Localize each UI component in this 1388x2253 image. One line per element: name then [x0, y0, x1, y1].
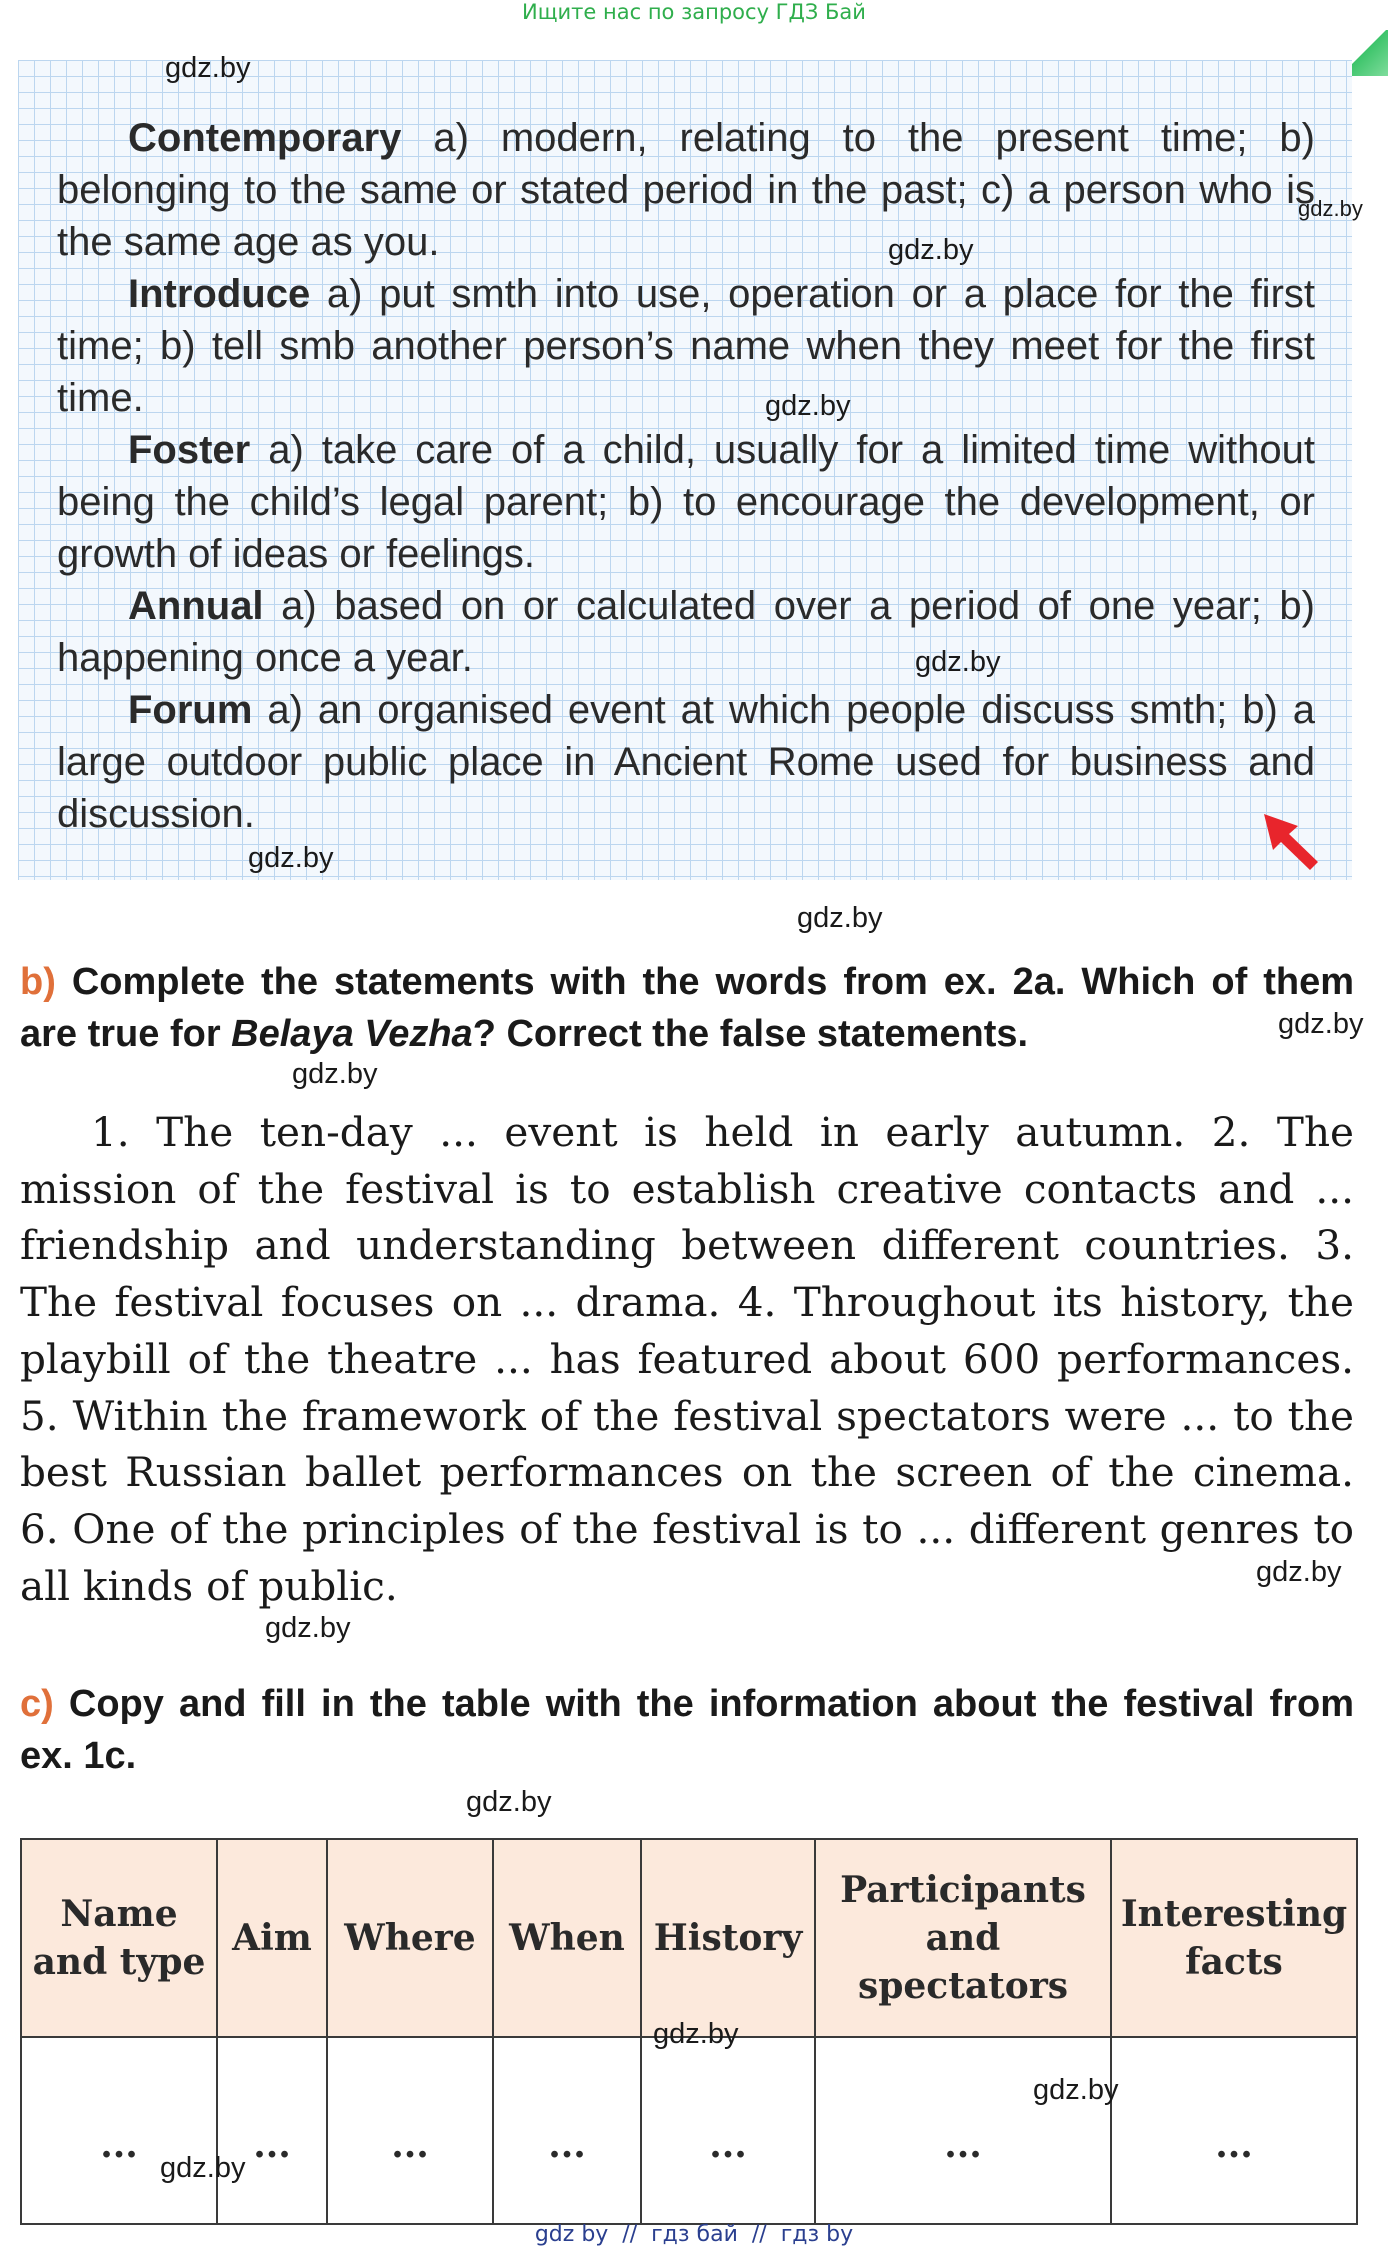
- definition-text: a) based on or calculated over a period of one year; b) happening once a year.: [57, 584, 1315, 680]
- watermark: gdz.by: [265, 1612, 351, 1644]
- watermark: gdz.by: [160, 2152, 246, 2184]
- table-cell: ...: [327, 2037, 493, 2224]
- table-header: Name and type: [21, 1839, 217, 2037]
- table-header-row: [21, 1839, 1357, 2037]
- instruction-italic: Belaya Vezha: [231, 1013, 473, 1055]
- task-letter: b): [20, 961, 56, 1003]
- instruction-text: ? Correct the false statements.: [472, 1013, 1029, 1055]
- definition-introduce: [57, 268, 1315, 424]
- term: Forum: [128, 688, 253, 732]
- red-arrow-icon: [1262, 812, 1320, 872]
- watermark: gdz.by: [1298, 196, 1363, 221]
- table-cell: ...: [217, 2037, 327, 2224]
- definition-text: a) an organised event at which people discuss smth; b) a large outdoor public place in Ancient Rome used for business and discussion.: [57, 688, 1315, 836]
- watermark: gdz.by: [292, 1058, 378, 1090]
- definition-contemporary: [57, 112, 1315, 268]
- table-header: Interesting facts: [1111, 1839, 1357, 2037]
- watermark: gdz.by: [1033, 2074, 1119, 2106]
- table-header: When: [493, 1839, 641, 2037]
- definition-forum: [57, 684, 1315, 840]
- table-header: History: [641, 1839, 815, 2037]
- table-row: [21, 2037, 1357, 2224]
- page-corner-decoration: [1346, 30, 1388, 76]
- definition-foster: [57, 424, 1315, 580]
- table-header: Aim: [217, 1839, 327, 2037]
- definition-text: a) take care of a child, usually for a limited time without being the child’s legal parent; b) to encourage the development, or growth of ideas or feelings.: [57, 428, 1315, 576]
- watermark: gdz.by: [765, 390, 851, 422]
- definition-annual: [57, 580, 1315, 684]
- statements-paragraph: 1. The ten-day ... event is held in early autumn. 2. The mission of the festival is to establish creative contacts and ... friendship and understanding between different countries. 3. The festival focuses on ... drama. 4. Throughout its history, the playbill of the theatre ... has featured about 600 performances. 5. Within the framework of the festival spectators were ... to the best Russian ballet performances on the screen of the cinema. 6. One of the principles of the festival is to ... different genres to all kinds of public.: [20, 1108, 1354, 1610]
- instruction-text: Copy and fill in the table with the information about the festival from ex. 1c.: [20, 1683, 1354, 1777]
- top-banner[interactable]: Ищите нас по запросу ГДЗ Бай: [522, 0, 866, 24]
- task-letter: c): [20, 1683, 54, 1725]
- watermark: gdz.by: [1256, 1556, 1342, 1588]
- table-cell: ...: [21, 2037, 217, 2224]
- watermark: gdz.by: [466, 1786, 552, 1818]
- table-cell: ...: [493, 2037, 641, 2224]
- instruction-text: Complete the statements with the words from ex. 2a. Which of them are true for: [20, 961, 1354, 1055]
- table-cell: ...: [1111, 2037, 1357, 2224]
- term: Contemporary: [128, 116, 402, 160]
- watermark: gdz.by: [248, 842, 334, 874]
- definition-text: a) modern, relating to the present time; b) belonging to the same or stated period in the past; c) a person who is the same age as you.: [57, 116, 1315, 264]
- term: Introduce: [128, 272, 311, 316]
- table-header: Where: [327, 1839, 493, 2037]
- task-c-instruction: [20, 1678, 1354, 1782]
- definitions-text: [57, 112, 1315, 840]
- watermark: gdz.by: [653, 2018, 739, 2050]
- table-header: Participants and spectators: [815, 1839, 1111, 2037]
- table-cell: ...: [815, 2037, 1111, 2224]
- table-cell: ...: [641, 2037, 815, 2224]
- term: Foster: [128, 428, 251, 472]
- footer-links[interactable]: gdz by // гдз бай // гдз by: [534, 2222, 854, 2247]
- term: Annual: [128, 584, 264, 628]
- watermark: gdz.by: [915, 646, 1001, 678]
- definition-text: a) put smth into use, operation or a place for the first time; b) tell smb another person’s name when they meet for the first time.: [57, 272, 1315, 420]
- watermark: gdz.by: [797, 902, 883, 934]
- watermark: gdz.by: [1278, 1008, 1364, 1040]
- task-b-instruction: [20, 956, 1354, 1060]
- watermark: gdz.by: [165, 52, 251, 84]
- watermark: gdz.by: [888, 234, 974, 266]
